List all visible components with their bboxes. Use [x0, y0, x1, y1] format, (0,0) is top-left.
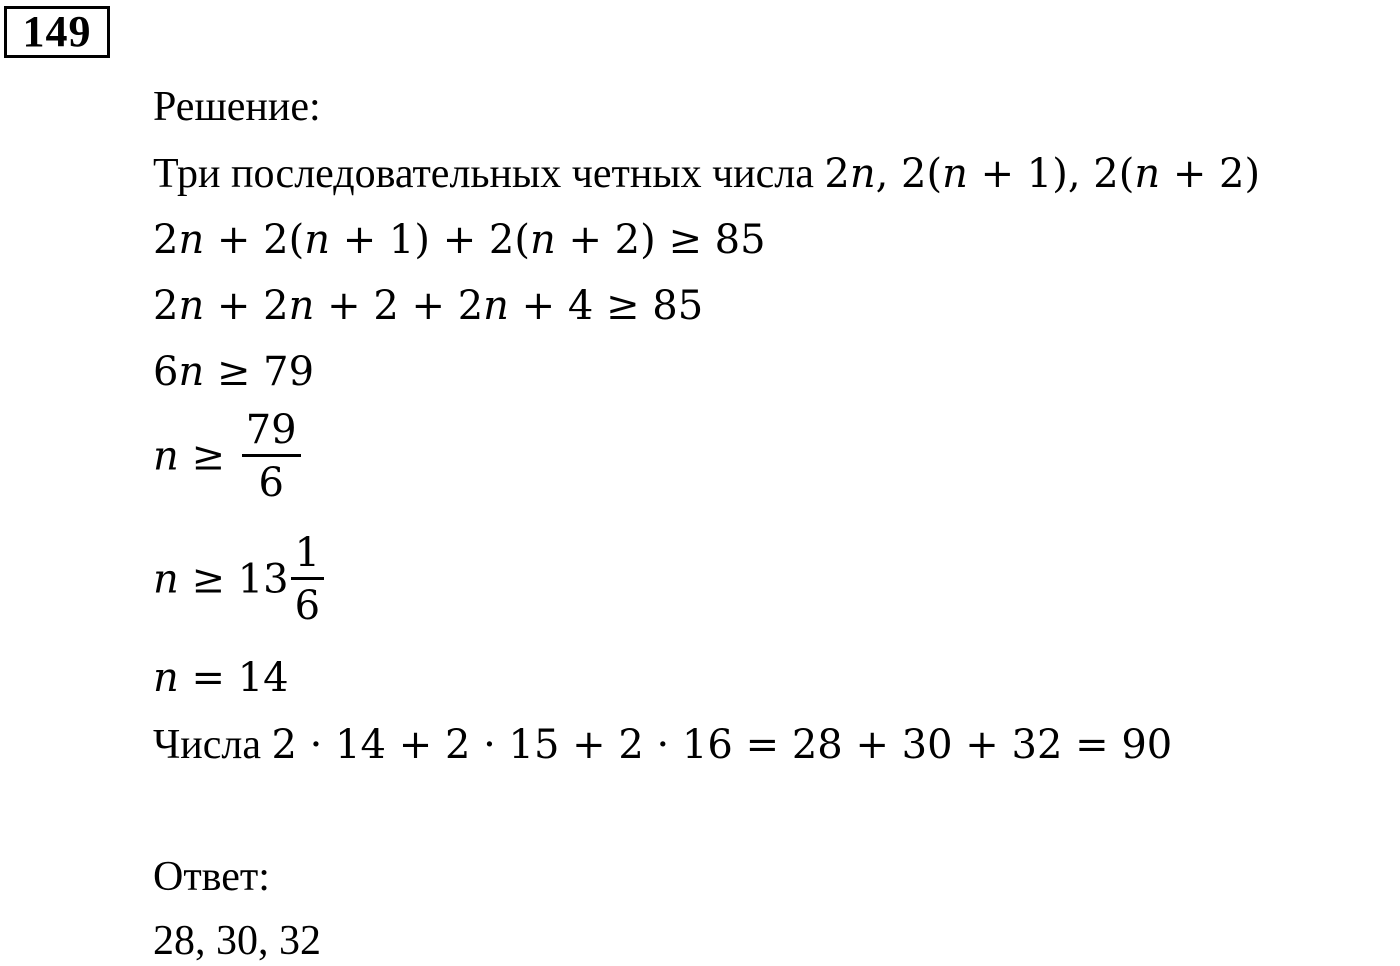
equation-simplified: 6𝑛 ≥ 79 [153, 349, 315, 395]
answer-value: 28, 30, 32 [153, 918, 321, 964]
fraction-denominator: 6 [258, 460, 284, 506]
mixed-integer: 13 [237, 556, 289, 603]
fraction-79-6 [242, 407, 301, 506]
equation-numbers-sum [153, 724, 1172, 766]
answer-label: Ответ: [153, 854, 270, 900]
equation-fraction [153, 407, 301, 506]
solution-label: Решение: [153, 84, 321, 130]
mixed-fraction [291, 530, 324, 629]
equation-sum: 2𝑛 + 2(𝑛 + 1) + 2(𝑛 + 2) ≥ 85 [153, 217, 766, 263]
line-1-text: Три последовательных четных числа [153, 151, 825, 197]
mixed-fraction-denominator: 6 [294, 583, 321, 629]
line-consecutive-numbers [153, 153, 1260, 195]
equation-mixed-number [153, 530, 324, 629]
equation-expanded: 2𝑛 + 2𝑛 + 2 + 2𝑛 + 4 ≥ 85 [153, 283, 704, 329]
problem-number: 149 [4, 6, 110, 58]
fraction-lhs: 𝑛 ≥ [153, 433, 238, 480]
equation-n-value: 𝑛 = 14 [153, 655, 289, 701]
mixed-fraction-numerator: 1 [291, 533, 324, 580]
line-1-math: 2𝑛, 2(𝑛 + 1), 2(𝑛 + 2) [824, 151, 1261, 197]
line-8-math: 2 · 14 + 2 · 15 + 2 · 16 = 28 + 30 + 32 = 90 [271, 722, 1173, 768]
line-8-text: Числа [153, 722, 272, 768]
fraction-numerator: 79 [242, 410, 301, 457]
mixed-lhs: 𝑛 ≥ [153, 556, 238, 603]
